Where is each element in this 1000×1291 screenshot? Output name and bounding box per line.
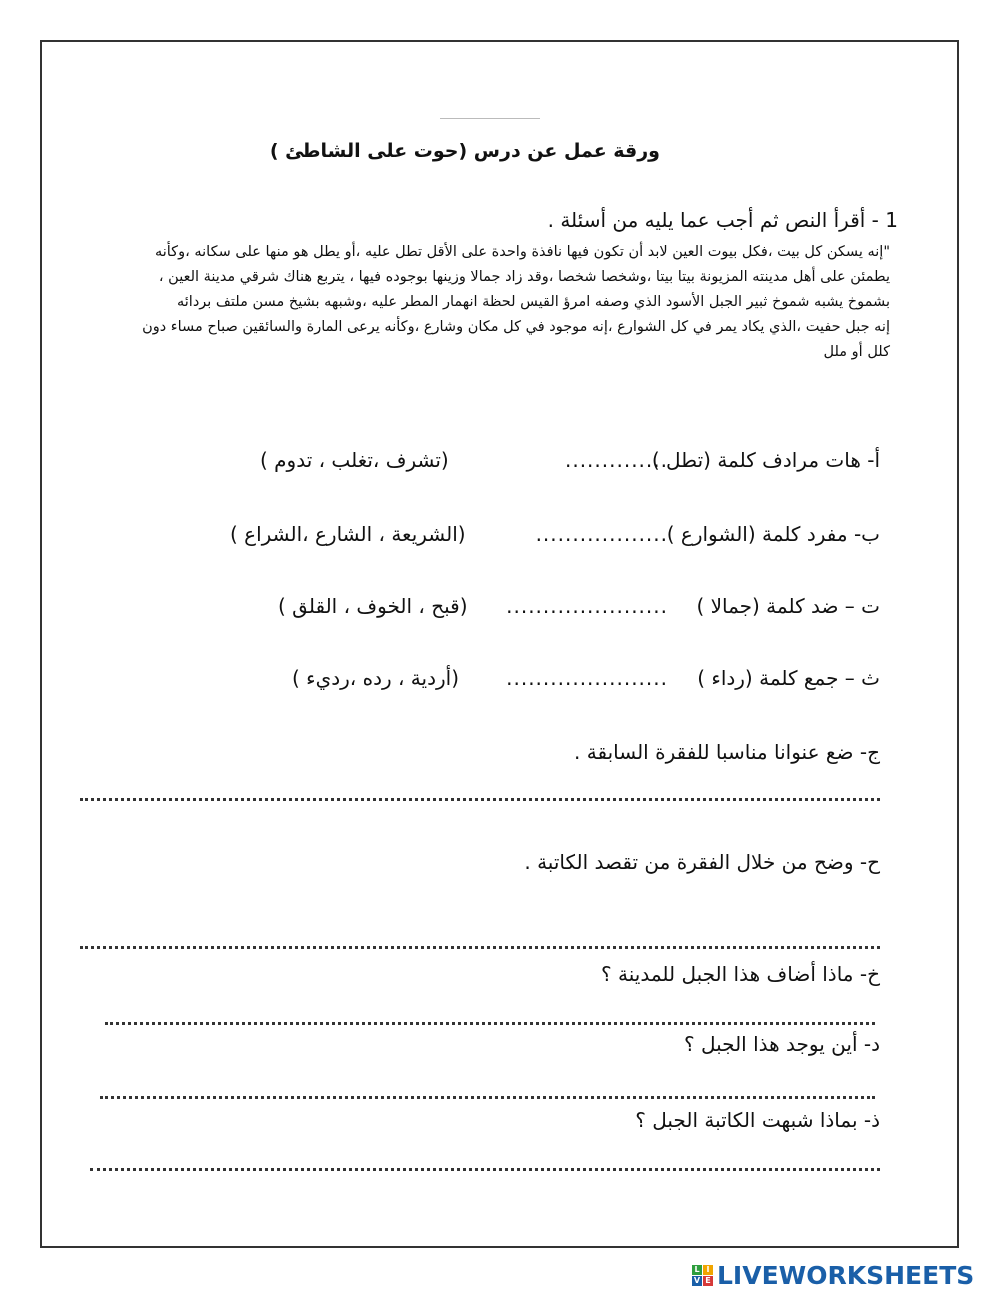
worksheet-title: ورقة عمل عن درس (حوت على الشاطئ ) (269, 140, 660, 162)
item-antonym (80, 594, 880, 634)
answer-line-added[interactable] (105, 1022, 875, 1025)
question-mountain-added: خ- ماذا أضاف هذا الجبل للمدينة ؟ (601, 962, 880, 986)
liveworksheets-logo[interactable] (692, 1260, 974, 1290)
passage-line: بشموخ يشبه شموخ ثبير الجبل الأسود الذي وصفه امرؤ القيس لحظة انهمار المطر عليه ،وشبهه بشيخ مسن ملتف بردائه (176, 294, 890, 310)
passage-line: إنه جبل حفيت ،الذي يكاد يمر في كل الشوارع ،إنه موجود في كل مكان وشارع ،وكأنه يرعى المارة والسائقين صباح مساء دون (142, 319, 890, 335)
item-plural (80, 666, 880, 706)
answer-blank[interactable]: .................. (535, 522, 668, 546)
answer-line-title[interactable] (80, 798, 880, 801)
answer-blank[interactable]: ...................... (506, 594, 668, 618)
top-divider (440, 118, 540, 119)
passage-line: "إنه يسكن كل بيت ،فكل بيوت العين لابد أن تكون فيها نافذة واحدة على الأقل تطل عليه ،أو يطل هو منها على سكانه ،وكأنه (154, 244, 890, 260)
answer-line-simile[interactable] (90, 1168, 880, 1171)
reading-passage (72, 240, 890, 365)
passage-line: يطمئن على أهل مدينته المزيونة بيتا بيتا ،وشخصا شخصا ،وقد زاد جمالا وزينها بوجوده فيها ، يتربع هناك شرقي مدينة العين ، (158, 269, 890, 285)
answer-line-location[interactable] (100, 1096, 875, 1099)
item-question: أ- هات مرادف كلمة (تطل ) (651, 448, 880, 472)
question-mountain-location: د- أين يوجد هذا الجبل ؟ (684, 1032, 880, 1056)
question-author-intent: ح- وضح من خلال الفقرة من تقصد الكاتبة . (524, 850, 880, 874)
item-question: ث – جمع كلمة (رداء ) (697, 666, 880, 690)
item-options: (أردية ، رده ،رديء ) (292, 666, 460, 690)
item-options: (تشرف ،تغلب ، تدوم ) (260, 448, 449, 472)
item-options: (قبح ، الخوف ، القلق ) (278, 594, 468, 618)
item-options: (الشريعة ، الشارع ،الشراع ) (230, 522, 466, 546)
item-synonym (80, 448, 880, 488)
item-singular (80, 522, 880, 562)
question-1-heading: 1 - أقرأ النص ثم أجب عما يليه من أسئلة . (547, 208, 898, 232)
answer-blank[interactable]: .............. (564, 448, 668, 472)
item-question: ت – ضد كلمة (جمالا ) (696, 594, 880, 618)
answer-line-intent[interactable] (80, 946, 880, 949)
logo-text: LIVEWORKSHEETS (717, 1260, 975, 1290)
passage-line: كلل أو ملل (823, 344, 890, 360)
item-question: ب- مفرد كلمة (الشوارع ) (666, 522, 880, 546)
logo-grid-icon: L I V E (692, 1265, 713, 1286)
question-title: ج- ضع عنوانا مناسبا للفقرة السابقة . (574, 740, 880, 764)
question-mountain-simile: ذ- بماذا شبهت الكاتبة الجبل ؟ (635, 1108, 880, 1132)
answer-blank[interactable]: ...................... (506, 666, 668, 690)
